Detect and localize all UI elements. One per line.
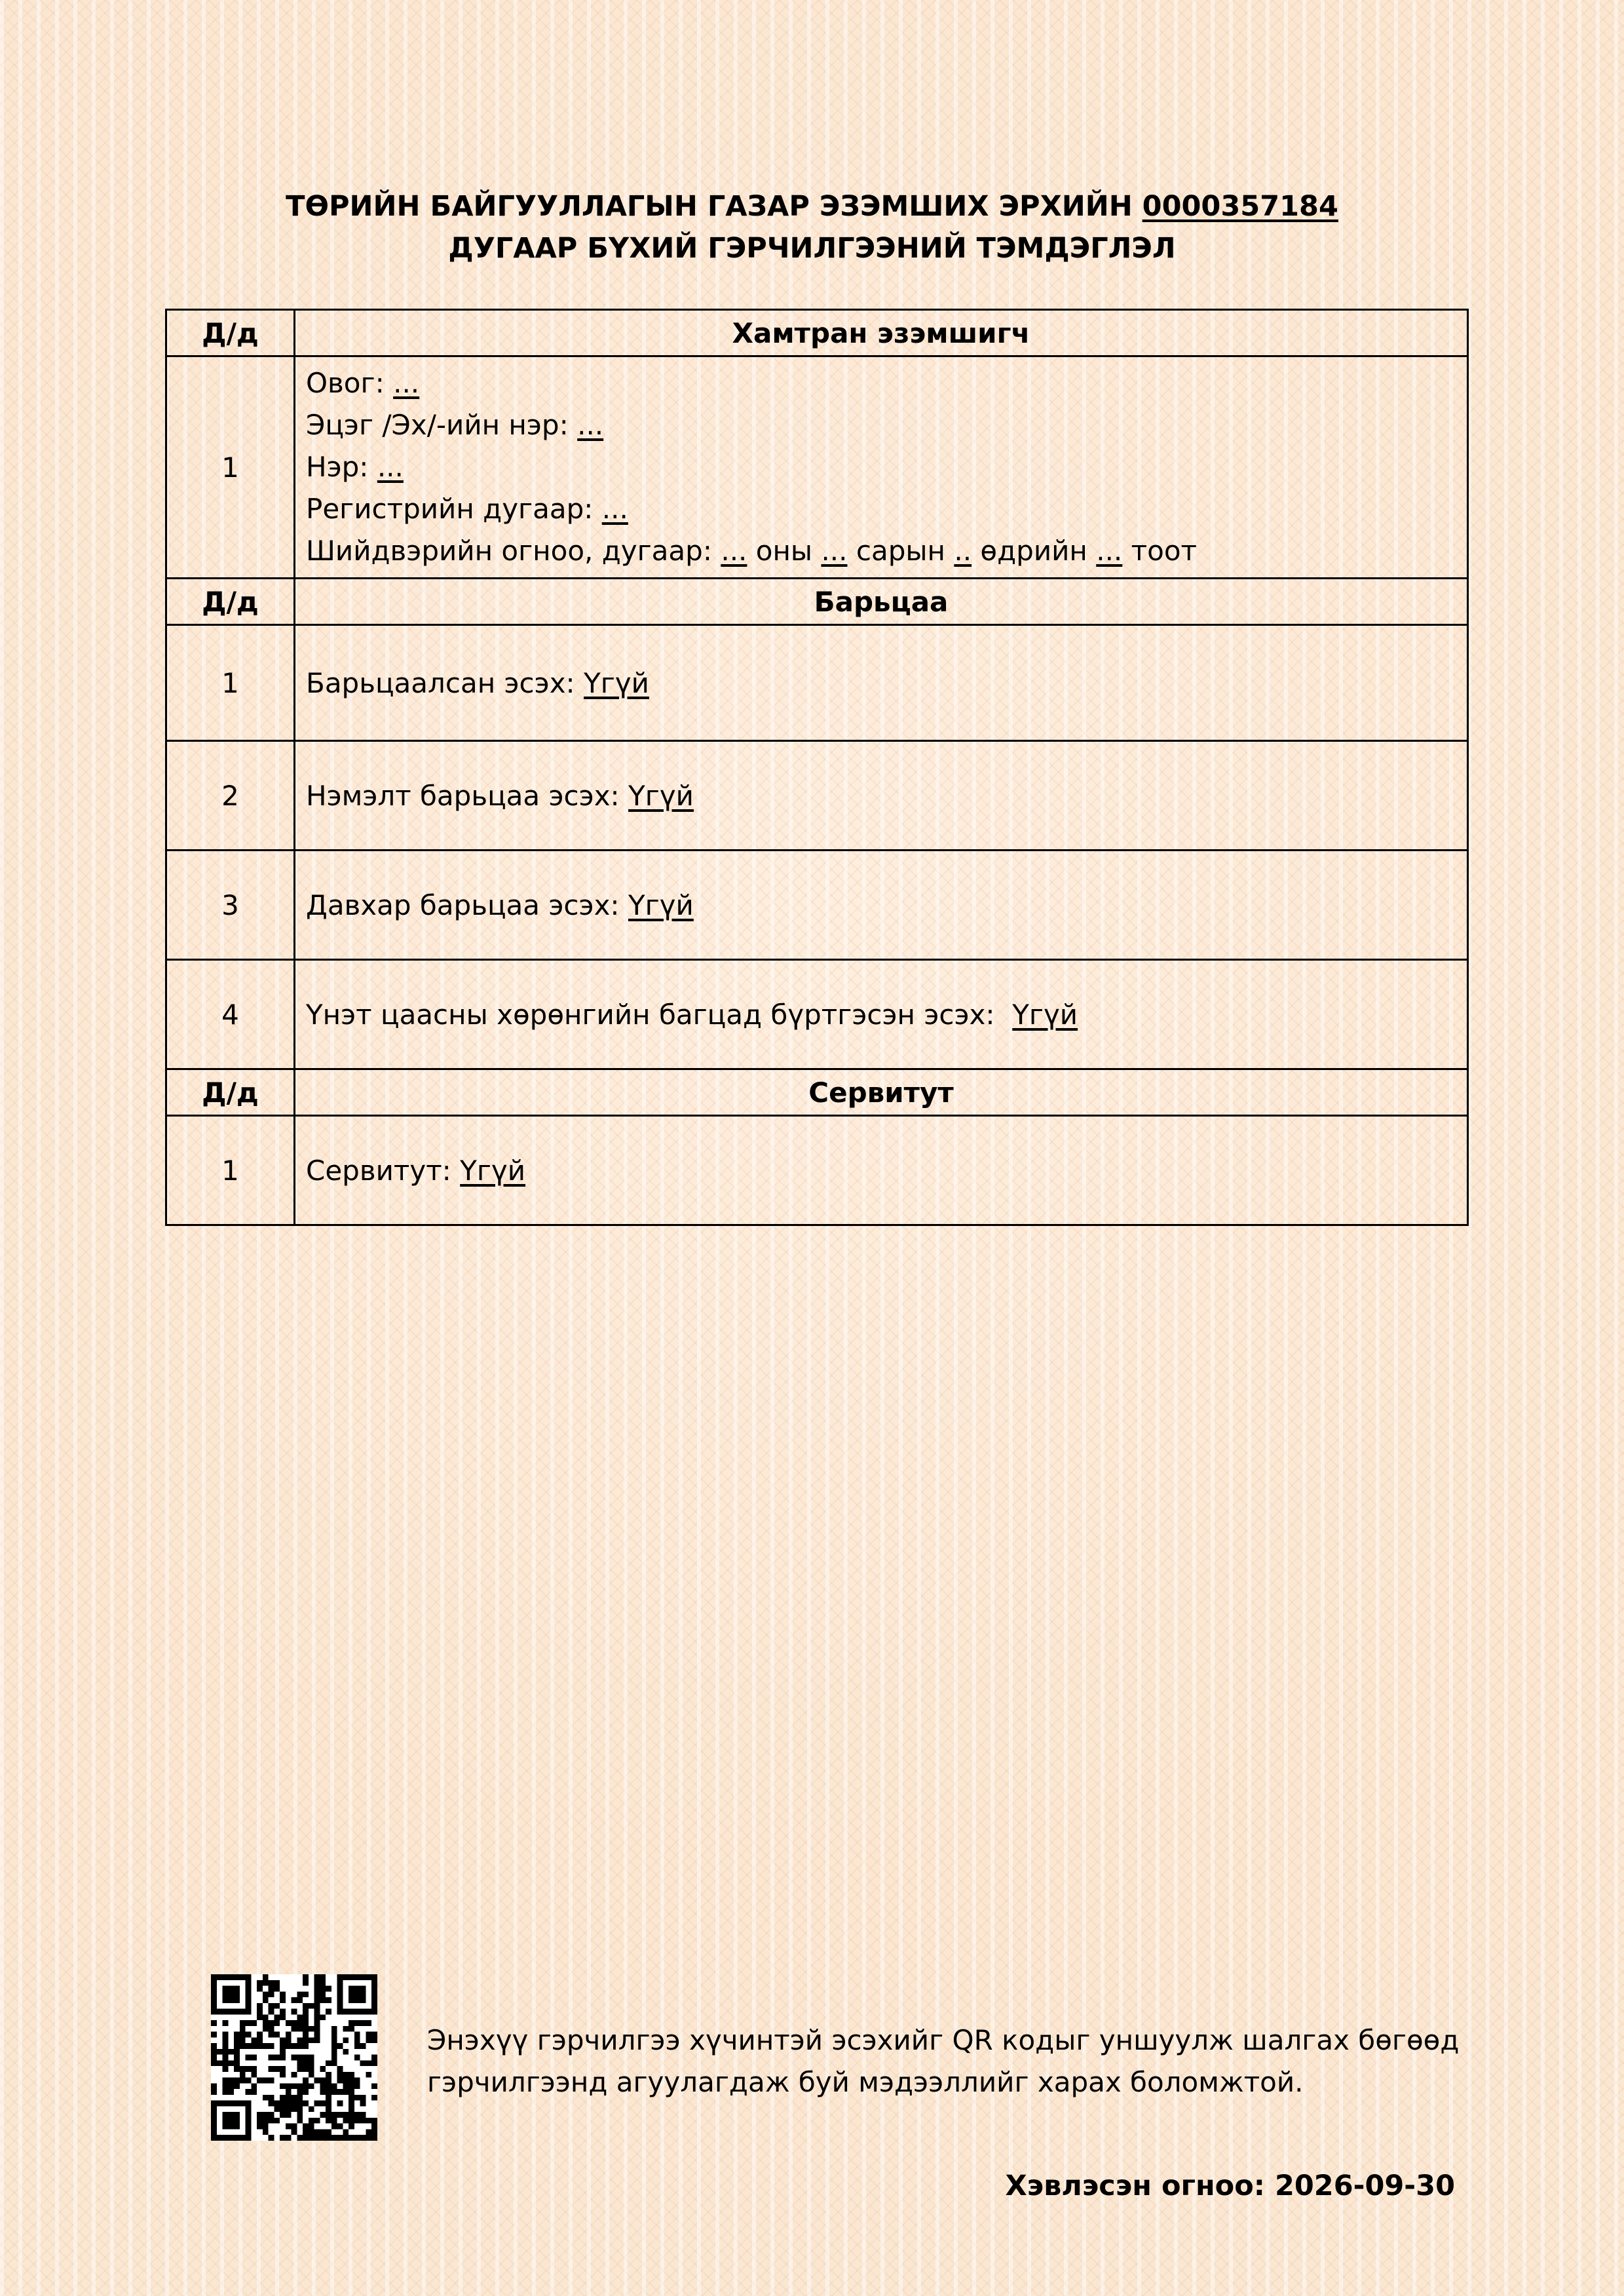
qr-code-icon[interactable] <box>211 1974 377 2141</box>
servitude-cell <box>295 1116 1468 1225</box>
decision-month-word: сарын <box>856 535 945 567</box>
pledge-row <box>166 851 1468 960</box>
row-index: 1 <box>166 356 295 579</box>
decision-number-word: тоот <box>1131 535 1197 567</box>
surname-line <box>306 362 1467 404</box>
decision-label: Шийдвэрийн огноо, дугаар: <box>306 535 712 567</box>
index-header: Д/д <box>166 1069 295 1116</box>
pledge-value: Үгүй <box>628 889 694 921</box>
co-owner-header-row <box>166 310 1468 356</box>
decision-number: ... <box>1096 535 1123 567</box>
servitude-value: Үгүй <box>460 1154 526 1187</box>
patronymic-label: Эцэг /Эх/-ийн нэр: <box>306 409 569 441</box>
row-index: 1 <box>166 1116 295 1225</box>
register-value: ... <box>601 493 628 525</box>
register-label: Регистрийн дугаар: <box>306 493 594 525</box>
certificate-notes-table <box>165 309 1469 1226</box>
printed-label: Хэвлэсэн огноо: <box>1005 2170 1265 2202</box>
title-line-2: ДУГААР БҮХИЙ ГЭРЧИЛГЭЭНИЙ ТЭМДЭГЛЭЛ <box>448 232 1176 265</box>
servitude-label: Сервитут: <box>306 1154 451 1187</box>
pledge-row <box>166 625 1468 741</box>
surname-value: ... <box>393 367 420 399</box>
printed-date <box>1005 2170 1455 2202</box>
pledge-label: Үнэт цаасны хөрөнгийн багцад бүртгэсэн эсэх: <box>306 998 995 1031</box>
pledge-cell <box>295 851 1468 960</box>
pledge-label: Нэмэлт барьцаа эсэх: <box>306 779 620 812</box>
pledge-header-row <box>166 579 1468 625</box>
verification-note <box>427 2019 1508 2103</box>
co-owner-header: Хамтран эзэмшигч <box>295 310 1468 356</box>
decision-day: .. <box>954 535 972 567</box>
note-line-1: Энэхүү гэрчилгээ хүчинтэй эсэхийг QR кодыг уншуулж шалгах бөгөөд <box>427 2024 1460 2056</box>
title-line-1 <box>0 185 1624 227</box>
row-index: 4 <box>166 960 295 1069</box>
index-header: Д/д <box>166 579 295 625</box>
pledge-header: Барьцаа <box>295 579 1468 625</box>
pledge-row <box>166 960 1468 1069</box>
name-line <box>306 446 1467 488</box>
co-owner-row <box>166 356 1468 579</box>
pledge-value: Үгүй <box>584 666 649 699</box>
title-prefix: ТӨРИЙН БАЙГУУЛЛАГЫН ГАЗАР ЭЗЭМШИХ ЭРХИЙН <box>286 190 1133 223</box>
row-index: 3 <box>166 851 295 960</box>
printed-date-value: 2026-09-30 <box>1274 2170 1455 2202</box>
name-value: ... <box>377 451 404 483</box>
patronymic-line <box>306 404 1467 446</box>
register-line <box>306 488 1467 530</box>
pledge-value: Үгүй <box>628 779 694 812</box>
pledge-label: Давхар барьцаа эсэх: <box>306 889 620 921</box>
pledge-label: Барьцаалсан эсэх: <box>306 666 575 699</box>
note-line-2: гэрчилгээнд агуулагдаж буй мэдээллийг харах боломжтой. <box>427 2066 1304 2098</box>
decision-month: ... <box>821 535 848 567</box>
decision-year-word: оны <box>755 535 813 567</box>
patronymic-value: ... <box>577 409 604 441</box>
index-header: Д/д <box>166 310 295 356</box>
servitude-row <box>166 1116 1468 1225</box>
co-owner-details <box>295 356 1468 579</box>
decision-year: ... <box>721 535 747 567</box>
pledge-row <box>166 741 1468 851</box>
row-index: 2 <box>166 741 295 851</box>
pledge-cell <box>295 625 1468 741</box>
decision-day-word: өдрийн <box>980 535 1087 567</box>
document-title <box>0 185 1624 269</box>
pledge-value: Үгүй <box>1012 998 1078 1031</box>
decision-line <box>306 530 1467 572</box>
name-label: Нэр: <box>306 451 369 483</box>
certificate-number: 0000357184 <box>1142 190 1338 223</box>
row-index: 1 <box>166 625 295 741</box>
servitude-header-row <box>166 1069 1468 1116</box>
surname-label: Овог: <box>306 367 385 399</box>
servitude-header: Сервитут <box>295 1069 1468 1116</box>
pledge-cell <box>295 960 1468 1069</box>
pledge-cell <box>295 741 1468 851</box>
